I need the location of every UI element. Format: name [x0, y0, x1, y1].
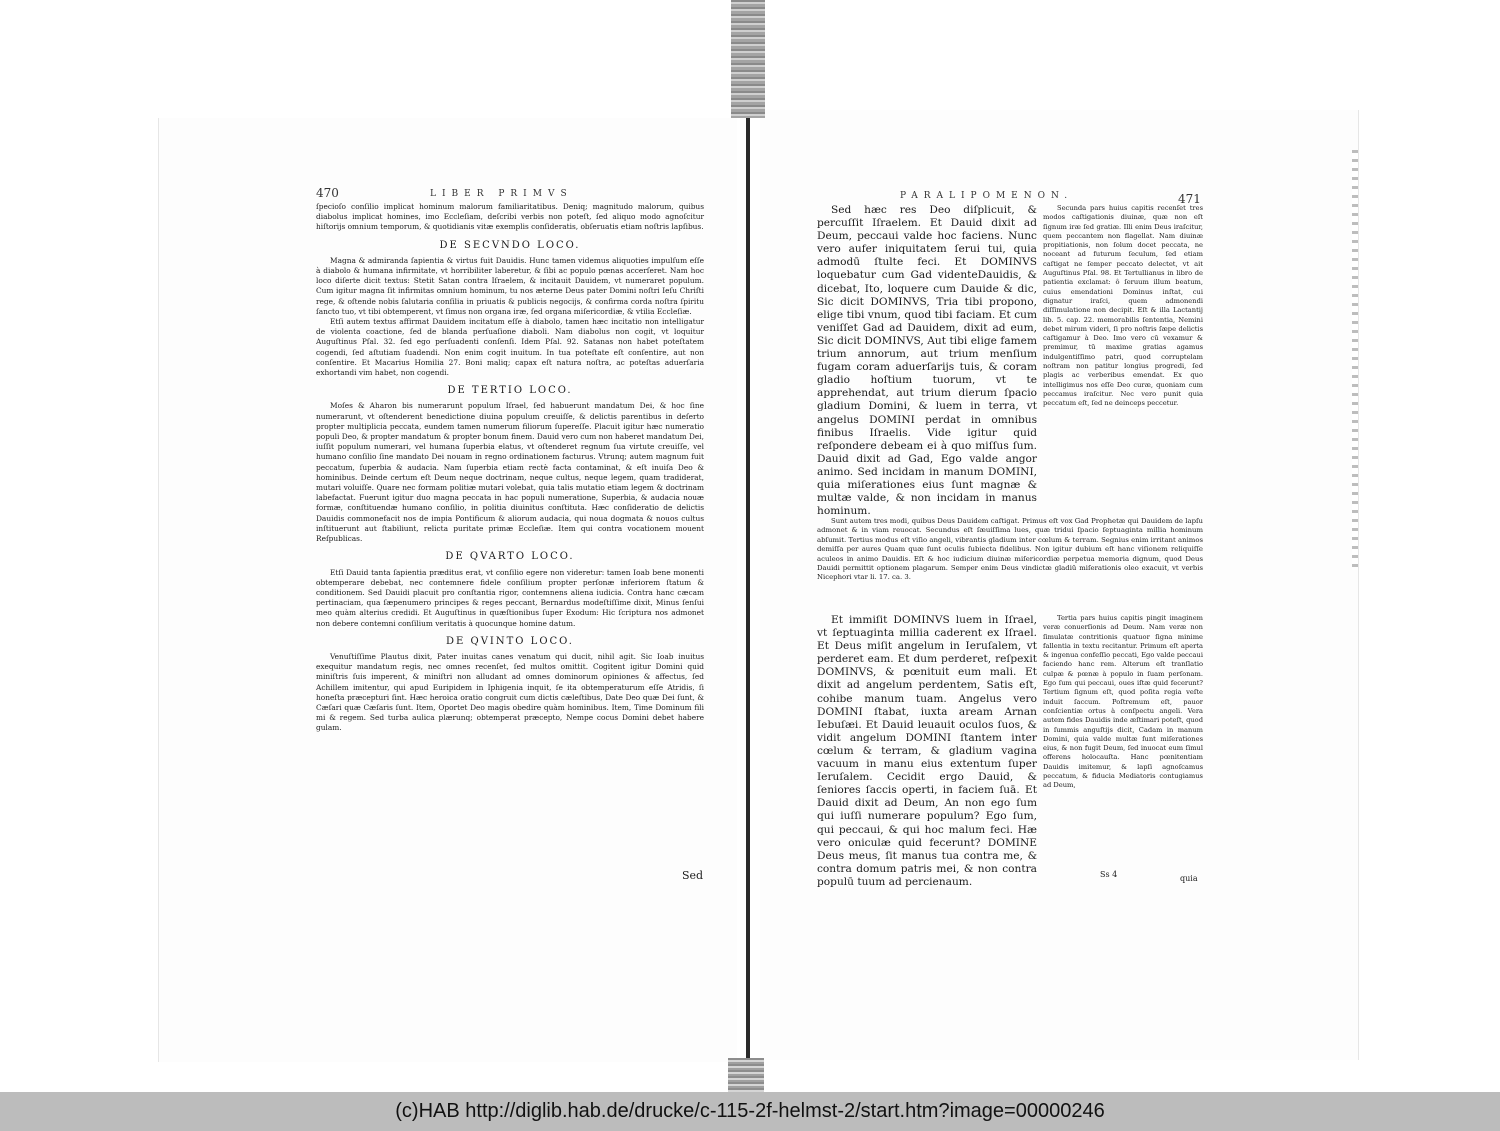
right-main-text-2 — [817, 614, 1037, 889]
left-page-text — [316, 202, 704, 734]
paragraph: Sunt autem tres modi, quibus Deus Dauidem caſtigat. Primus eſt vox Gad Prophetæ qui Dauidem de lapſu admonet & in viam reuocat. Secundus eſt ſæuiſſima lues, quæ tridui ſpacio ſeptuaginta millia hominum abſumit. Tertius modus eſt viſio angeli, vibrantis gladium inter cœlum & terram. Segnius enim irritant animos demiſſa per aures Quam quæ ſunt oculis ſubiecta fidelibus. Non igitur dubium eſt hanc viſionem reliquiſſe aculeos in animo Dauidis. Eſt & hoc iudicium diuinæ miſericordiæ perpetua memoria dignum, quod Deus Dauidi permittit optionem plagarum. Semper enim Deus vindictæ gladiū miſerationis oleo exacuit, vt verbis Nicephori vtar li. 17. ca. 3. — [817, 517, 1203, 582]
left-running-head: LIBER PRIMVS — [430, 189, 573, 199]
left-catchword: Sed — [682, 869, 704, 882]
heading-quinto-loco: DE QVINTO LOCO. — [446, 635, 574, 647]
right-main-text-1 — [817, 204, 1037, 518]
paragraph: Etſi Dauid tanta ſapientia præditus erat, vt conſilio egere non videretur: tamen Ioab bene monenti obtemperare debebat, nec contemnere fidele conſilium propter perſonæ inferiorem ſtatum & conditionem. Sed Dauidi placuit pro conſtantia rigor, contemnens aliena iudicia. Contra hanc cæcam pertinaciam, qua ſæpenumero principes & reges peccant, Bernardus modeſtiſſime dixit, Minus ſenſui meo quàm alterius credidi. Et Auguſtinus in quæſtionibus ſuper Exodum: Hic ſcriptura nos admonet non debere contemni conſilium veritatis à quocunque homine datum. — [316, 567, 704, 628]
heading-secundo-loco: DE SECVNDO LOCO. — [439, 239, 581, 251]
heading-tertio-loco: DE TERTIO LOCO. — [447, 385, 573, 397]
gutter-binding-bottom — [728, 1058, 764, 1092]
gutter-fold — [746, 118, 750, 1058]
gutter-binding-top — [731, 0, 765, 118]
left-page-number: 470 — [316, 186, 339, 200]
paragraph-intro: ſpecioſo conſilio implicat hominum malorum familiaritatibus. Deniq; magnitudo malorum, quibus diabolus implicat homines, imo Eccleſiam, deſcribi verbis non poteſt, ſed aliquo modo agnoſcitur hiſtorijs omnium temporum, & quotidianis vitæ exemplis conſideratis, obſeruatis etiam noſtris lapſibus. — [316, 202, 704, 232]
right-margin-note-1 — [1043, 204, 1203, 409]
right-margin-note-2 — [1043, 614, 1203, 791]
paragraph: Magna & admiranda ſapientia & virtus fuit Dauidis. Hunc tamen videmus aliquoties impulſum eſſe à diabolo & humana infirmitate, vt horribiliter laberetur, & ſibi ac populo pœnas accerſeret. Nam hoc loco diſerte dicit textus: Stetit Satan contra Iſraelem, & incitauit Dauidem, vt numeraret populum. Cum igitur magna ſit infirmitas omnium hominum, tu nos æterne Deus pater Domini noſtri Ieſu Chriſti rege, & oſtende nobis ſalutaria conſilia in priuatis & publicis negocijs, & confirma corda noſtra ſpiritu ſancto tuo, vt tibi obtemperent, vt ſimus non organa iræ, ſed organa miſericordiæ, & vtilia Eccleſiæ. — [316, 255, 704, 316]
right-page-number: 471 — [1178, 192, 1201, 206]
paragraph: Et immiſit DOMINVS luem in Iſrael, vt ſeptuaginta millia caderent ex Iſrael. Et Deus miſit angelum in Ieruſalem, vt perderet eam. Et dum perderet, reſpexit DOMINVS, & pœnituit eum mali. Et dixit ad angelum perdentem, Satis eſt, cohibe manum tuam. Angelus vero DOMINI ſtabat, iuxta aream Arnan Iebuſæi. Et Dauid leuauit oculos ſuos, & vidit angelum DOMINI ſtantem inter cœlum & terram, & gladium vagina vacuum in manu eius extentum ſuper Ieruſalem. Cecidit ergo Dauid, & ſeniores ſaccis operti, in faciem ſuā. Et Dauid dixit ad Deum, An non ego ſum qui iuſſi numerare populum? Ego ſum, qui peccaui, & qui hoc malum feci. Hæ vero oniculæ quid fecerunt? DOMINE Deus meus, ſit manus tua contra me, & contra domum patris mei, & non contra populū tuum ad percienaum. — [817, 614, 1037, 888]
right-catchword: quia — [1180, 874, 1198, 883]
right-running-head: PARALIPOMENON. — [900, 191, 1074, 201]
paragraph: Tertia pars huius capitis pingit imaginem veræ conuerſionis ad Deum. Nam veræ non ſimulatæ contritionis quatuor ſigna minime fallentia in textu recitantur. Primum eſt aperta & ingenua confeſſio peccati, Ego valde peccaui faciendo hanc rem. Alterum eſt tranſlatio culpæ & pœnæ à populo in ſuam perſonam. Ego ſum qui peccaui, oues iſtæ quid fecerunt? Tertium ſignum eſt, quod poſita regia veſte induit ſaccum. Poſtremum eſt, pauor conſcientiæ ortus à conſpectu angeli. Vera autem fides Dauidis inde æſtimari poteſt, quod in ſummis anguſtijs dicit, Cadam in manum Domini, quia valde multæ ſunt miſerationes eius, & non fugit Deum, ſed inuocat eum ſimul offerens holocauſta. Hanc pœnitentiam Dauidis imitemur, & lapſi agnoſcamus peccatum, & fiducia Mediatoris contugiamus ad Deum, — [1043, 614, 1203, 790]
heading-quarto-loco: DE QVARTO LOCO. — [445, 551, 575, 563]
paragraph: Secunda pars huius capitis recenſet tres modos caſtigationis diuinæ, quæ non eſt ſignum iræ ſed gratiæ. Illi enim Deus iraſcitur, quem peccantem non flagellat. Nam diuinæ propitiationis, non ſolum docet peccata, ne noceant ad futurum ſeculum, ſed etiam caſtigat ne ſemper peccato delectet, vt ait Auguſtinus Pſal. 98. Et Tertullianus in libro de patientia exclamat: ô ſeruum illum beatum, cuius emendationi Dominus inſtat, cui dignatur iraſci, quem admonendi diſſimulatione non decipit. Eſt & illa Lactantij lib. 5. cap. 22. memorabilis ſententia, Nemini debet mirum videri, ſi pro noſtris ſæpe delictis caſtigamur à Deo. Imo vero cū vexamur & premimur, tū maxime gratias agamus indulgentiſſimo patri, quod corruptelam noſtram non patitur longius progredi, ſed plagis ac verberibus emendat. Ex quo intelligimus nos eſſe Deo curæ, quoniam cum peccamus iraſcitur. Nec vero punit quia peccatum eſt, ſed ne deinceps peccetur. — [1043, 204, 1203, 408]
page-edge-strip — [1352, 150, 1358, 570]
paragraph: Venuſtiſſime Plautus dixit, Pater inuitas canes venatum qui ducit, nihil agit. Sic Ioab inuitus exequitur mandatum regis, nec omnes recenſet, ſed multos omittit. Cogitent igitur Domini quid miniſtris ſuis imperent, & miniſtri non alludant ad omnes dominorum opiniones & affectus, ſed Achillem imitentur, qui apud Euripidem in Iphigenia inquit, ſe ita obtemperaturum eſſe Atridis, ſi honeſta præcepturi ſint. Hæc heroica oratio congruit cum dictis cæleſtibus, Date Deo quæ Dei ſunt, & Cæſari quæ Cæſaris ſunt. Item, Oportet Deo magis obedire quàm hominibus. Item, Time Dominum fili mi & regem. Sed turba aulica plærunq; obtemperat præcepto, Nempe cocus Domini debet habere gulam. — [316, 651, 704, 733]
signature-mark: Ss 4 — [1100, 870, 1118, 879]
right-full-width-text — [817, 517, 1203, 583]
paragraph: Etſi autem textus affirmat Dauidem incitatum eſſe à diabolo, tamen hæc incitatio non intelligatur de violenta coactione, ſed de blanda perſuaſione diaboli. Nam diabolus non cogit, vt loquitur Auguſtinus Pſal. 32. ſed ego perſuadenti conſenſi. Idem Pſal. 92. Satanas non habet poteſtatem cogendi, ſed aſtutiam ſuadendi. Non enim cogit inuitum. In tua poteſtate eſt conſentire, aut non conſentire. Et Macarius Homilia 27. Boni maliq; capax eſt natura noſtra, ac poteſtas aduerſaria exhortandi vim habet, non cogendi. — [316, 317, 704, 378]
paragraph: Moſes & Aharon bis numerarunt populum Iſrael, ſed habuerunt mandatum Dei, & hoc ſine numerarunt, vt oſtenderent benedictione diuina populum creuiſſe, & delictis parentibus in deſerto propter multiplicia peccata, eundem tamen numerum filiorum ſupereſſe. Placuit igitur hæc numeratio populi Deo, & propter mandatum & propter bonum finem. Dauid vero cum non haberet mandatum Dei, iuſſit populum numerari, vel humana ſuperbia elatus, vt oſtenderet regnum ſua virtute creuiſſe, vel humano conſilio ſine mandato Dei nouam in regno ordinationem facturus. Vtrunq; autem magnum fuit peccatum, ſuperbia & audacia. Nam ſuperbia etiam rectè facta contaminat, & eſt inuiſa Deo & hominibus. Deinde certum eſt Deum neque doctrinam, neque cultus, neque legem, quam tradiderat, mutari voluiſſe. Quare nec formam politiæ mutari volebat, quia talis mutatio etiam legem & doctrinam labefactat. Fuerunt igitur duo magna peccata in hac populi numeratione, Superbia, & audacia nouæ formæ, conſtituendæ humano conſilio, in politia diuinitus conſtituta. Hæc conſideratio de delictis Dauidis commonefacit nos de impia Pontificum & aliorum audacia, qui noua dogmata & nouos cultus inſtituerunt aut ſtabiliunt, relicta puritate primæ Eccleſiæ. Item qui contra vocationem mouent Reſpublicas. — [316, 401, 704, 544]
paragraph: Sed hæc res Deo diſplicuit, & percuſſit Iſraelem. Et Dauid dixit ad Deum, peccaui valde hoc faciens. Nunc vero aufer iniquitatem ſerui tui, quia admodū ſtulte feci. Et DOMINVS loquebatur cum Gad videnteDauidis, & dicebat, Ito, loquere cum Dauide & dic, Sic dicit DOMINVS, Tria tibi propono, elige tibi vnum, quod tibi faciam. Et cum veniſſet Gad ad Dauidem, dixit ad eum, Sic dicit DOMINVS, Aut tibi elige famem trium annorum, aut trium menſium fugam coram aduerſarijs tuis, & coram gladio hoſtium tuorum, vt te apprehendat, aut trium dierum ſpacio gladium Domini, & luem in terra, vt angelus DOMINI perdat in omnibus finibus Iſraelis. Vide igitur quid reſpondere debeam ei à quo miſſus ſum. Dauid dixit ad Gad, Ego valde angor animo. Sed incidam in manum DOMINI, quia miſerationes eius ſunt magnæ & multæ valde, & non incidam in manus hominum. — [817, 204, 1037, 518]
source-footer: (c)HAB http://diglib.hab.de/drucke/c-115-2f-helmst-2/start.htm?image=00000246 — [0, 1092, 1500, 1131]
